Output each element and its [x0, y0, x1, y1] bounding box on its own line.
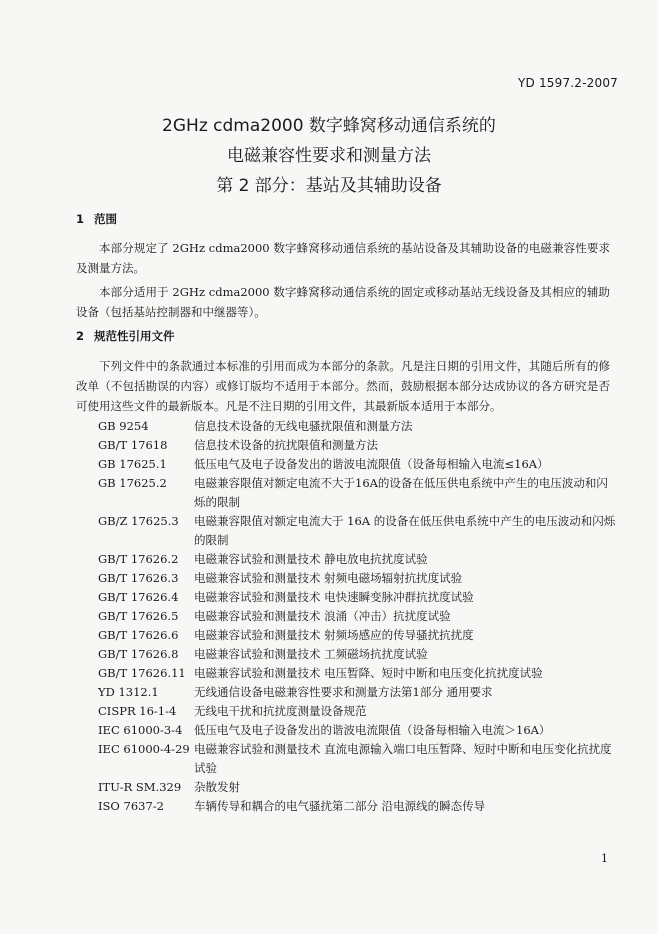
reference-code: GB/T 17626.6 [98, 628, 179, 642]
reference-code: YD 1312.1 [98, 685, 159, 699]
reference-title: 无线电干扰和抗扰度测量设备规范 [194, 704, 367, 718]
section-title: 规范性引用文件 [94, 329, 175, 343]
normative-references-list [98, 417, 618, 816]
document-title-line-1: 2GHz cdma2000 数字蜂窝移动通信系统的 [162, 116, 496, 136]
reference-code: GB/T 17626.3 [98, 571, 179, 585]
reference-item [98, 550, 618, 569]
scope-paragraph-2: 本部分适用于 2GHz cdma2000 数字蜂窝移动通信系统的固定或移动基站无线设备及其相应的辅助设备（包括基站控制器和中继器等）。 [76, 285, 610, 319]
reference-code: GB 17625.2 [98, 476, 167, 490]
reference-title: 电磁兼容试验和测量技术 射频电磁场辐射抗扰度试验 [194, 571, 463, 585]
reference-item [98, 569, 618, 588]
section-number: 1 [76, 212, 85, 226]
section-1-heading [76, 211, 117, 227]
section-number: 2 [76, 329, 85, 343]
reference-item [98, 588, 618, 607]
reference-item [98, 702, 618, 721]
page-number: 1 [601, 852, 608, 865]
reference-title: 电磁兼容限值对额定电流大于 16A 的设备在低压供电系统中产生的电压波动和闪烁的限制 [194, 514, 616, 547]
document-title-line-3: 第 2 部分：基站及其辅助设备 [216, 176, 442, 196]
section-title: 范围 [94, 212, 117, 226]
reference-item [98, 607, 618, 626]
reference-code: GB/T 17618 [98, 438, 168, 452]
reference-item [98, 626, 618, 645]
reference-item [98, 512, 618, 550]
reference-title: 电磁兼容试验和测量技术 静电放电抗扰度试验 [194, 552, 428, 566]
reference-title: 低压电气及电子设备发出的谐波电流限值（设备每相输入电流≤16A） [194, 457, 549, 471]
references-intro-paragraph: 下列文件中的条款通过本标准的引用而成为本部分的条款。凡是注日期的引用文件，其随后所有的修改单（不包括勘误的内容）或修订版均不适用于本部分。然而，鼓励根据本部分达成协议的各方研究是否可使用这些文件的最新版本。凡是不注日期的引用文件，其最新版本适用于本部分。 [76, 359, 610, 413]
reference-code: GB/T 17626.11 [98, 666, 186, 680]
reference-item [98, 740, 618, 778]
reference-item [98, 778, 618, 797]
reference-item [98, 436, 618, 455]
reference-title: 信息技术设备的无线电骚扰限值和测量方法 [194, 419, 413, 433]
reference-code: IEC 61000-4-29 [98, 742, 190, 756]
reference-code: ISO 7637-2 [98, 799, 164, 813]
reference-code: GB/T 17626.5 [98, 609, 179, 623]
reference-title: 电磁兼容试验和测量技术 电压暂降、短时中断和电压变化抗扰度试验 [194, 666, 543, 680]
reference-title: 电磁兼容试验和测量技术 直流电源输入端口电压暂降、短时中断和电压变化抗扰度试验 [194, 742, 612, 775]
reference-title: 电磁兼容试验和测量技术 工频磁场抗扰度试验 [194, 647, 428, 661]
document-title-line-2: 电磁兼容性要求和测量方法 [227, 146, 431, 166]
reference-title: 电磁兼容限值对额定电流不大于16A的设备在低压供电系统中产生的电压波动和闪烁的限制 [194, 476, 608, 509]
reference-code: GB/T 17626.2 [98, 552, 179, 566]
reference-code: GB/T 17626.4 [98, 590, 179, 604]
reference-title: 无线通信设备电磁兼容性要求和测量方法第1部分 通用要求 [194, 685, 493, 699]
reference-code: GB/T 17626.8 [98, 647, 179, 661]
reference-title: 车辆传导和耦合的电气骚扰第二部分 沿电源线的瞬态传导 [194, 799, 486, 813]
reference-item [98, 797, 618, 816]
reference-code: GB 17625.1 [98, 457, 167, 471]
reference-code: CISPR 16-1-4 [98, 704, 177, 718]
reference-item [98, 664, 618, 683]
reference-item [98, 721, 618, 740]
reference-title: 电磁兼容试验和测量技术 浪涌（冲击）抗扰度试验 [194, 609, 451, 623]
reference-item [98, 417, 618, 436]
reference-code: IEC 61000-3-4 [98, 723, 183, 737]
reference-title: 电磁兼容试验和测量技术 射频场感应的传导骚扰抗扰度 [194, 628, 474, 642]
section-2-heading [76, 328, 175, 344]
reference-code: GB 9254 [98, 419, 149, 433]
reference-item [98, 455, 618, 474]
reference-title: 电磁兼容试验和测量技术 电快速瞬变脉冲群抗扰度试验 [194, 590, 474, 604]
reference-title: 低压电气及电子设备发出的谐波电流限值（设备每相输入电流＞16A） [194, 723, 551, 737]
reference-item [98, 645, 618, 664]
reference-code: ITU-R SM.329 [98, 780, 182, 794]
reference-title: 杂散发射 [194, 780, 240, 794]
reference-item [98, 683, 618, 702]
document-code: YD 1597.2-2007 [517, 76, 618, 90]
reference-title: 信息技术设备的抗扰限值和测量方法 [194, 438, 378, 452]
scope-paragraph-1: 本部分规定了 2GHz cdma2000 数字蜂窝移动通信系统的基站设备及其辅助设备的电磁兼容性要求及测量方法。 [76, 241, 610, 275]
reference-item [98, 474, 618, 512]
reference-code: GB/Z 17625.3 [98, 514, 179, 528]
